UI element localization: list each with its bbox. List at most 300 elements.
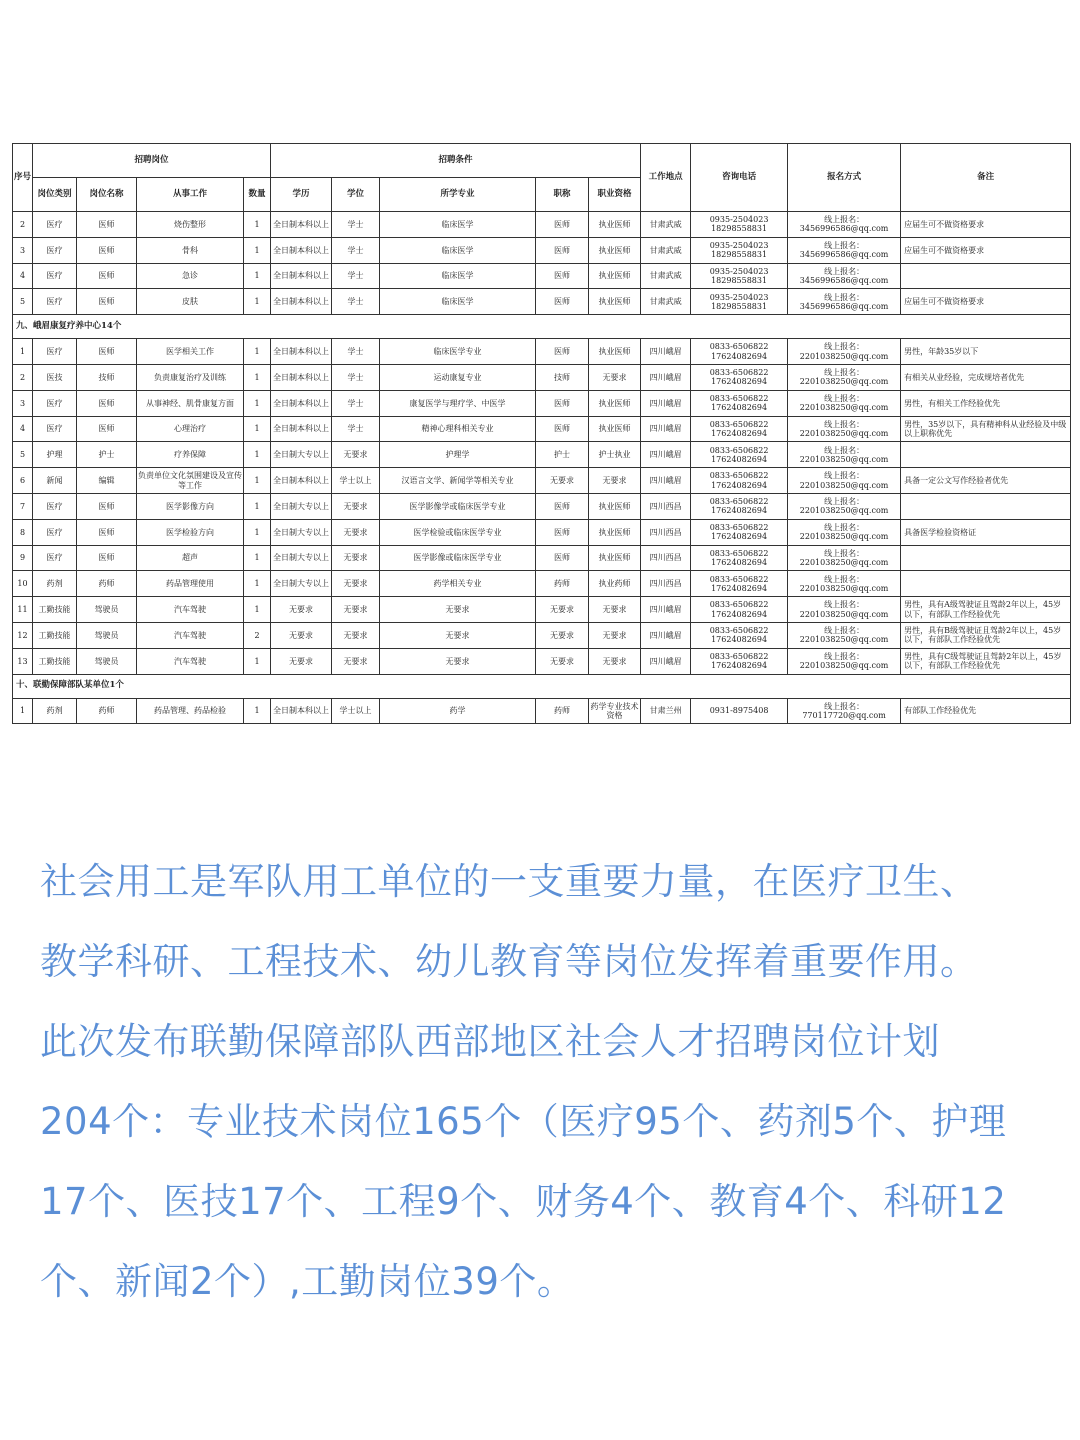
header-phone: 咨询电话 [691,144,788,212]
cell-phone [691,212,788,238]
apply-label: 线上报名： [824,522,865,532]
cell-count: 1 [244,263,271,289]
cell-qualification: 执业医师 [589,263,641,289]
cell-post-name: 医师 [77,519,137,545]
cell-title: 无要求 [536,648,589,674]
header-seq: 序号 [13,144,33,212]
cell-qualification: 无要求 [589,468,641,494]
phone-number: 0833-6506822 [709,522,769,532]
apply-label: 线上报名： [824,651,865,661]
phone-number: 18298558831 [711,224,768,234]
cell-count: 1 [244,698,271,724]
cell-apply [788,416,901,442]
table-row [13,571,1071,597]
cell-post-type: 药剂 [33,571,77,597]
table-header-row [13,144,1071,178]
article-line: 个、新闻2个）,工勤岗位39个。 [40,1260,575,1303]
cell-count: 1 [244,339,271,365]
cell-note: 应届生可不做资格要求 [901,212,1071,238]
cell-seq: 8 [13,519,33,545]
apply-email: 2201038250@qq.com [799,635,889,645]
cell-post-type: 药剂 [33,698,77,724]
apply-label: 线上报名： [824,445,865,455]
apply-email: 2201038250@qq.com [799,506,889,516]
cell-major: 临床医学 [380,263,536,289]
cell-qualification: 执业医师 [589,545,641,571]
table-row [13,416,1071,442]
cell-seq: 9 [13,545,33,571]
phone-number: 17624082694 [711,609,768,619]
cell-phone [691,698,788,724]
cell-location: 四川西昌 [641,571,691,597]
cell-title: 医师 [536,519,589,545]
phone-number: 0935-2504023 [709,241,769,250]
cell-title: 医师 [536,416,589,442]
cell-edu: 全日制本科以上 [271,289,332,315]
cell-title: 技师 [536,364,589,390]
phone-number: 0935-2504023 [709,266,769,276]
cell-post-name: 医师 [77,493,137,519]
cell-count: 2 [244,622,271,648]
cell-seq: 4 [13,416,33,442]
cell-post-type: 工勤技能 [33,648,77,674]
cell-degree: 学士 [332,237,380,263]
cell-work: 超声 [137,545,244,571]
cell-qualification: 无要求 [589,597,641,623]
cell-edu: 无要求 [271,597,332,623]
cell-post-name: 医师 [77,289,137,315]
phone-number: 0935-2504023 [709,292,769,302]
cell-seq: 12 [13,622,33,648]
phone-number: 17624082694 [711,403,768,413]
cell-location: 四川峨眉 [641,442,691,468]
cell-location: 甘肃武威 [641,237,691,263]
cell-location: 四川西昌 [641,493,691,519]
cell-seq: 10 [13,571,33,597]
phone-number: 18298558831 [711,275,768,285]
cell-apply [788,698,901,724]
cell-apply [788,442,901,468]
apply-email: 2201038250@qq.com [799,377,889,387]
header-post-type: 岗位类别 [33,178,77,212]
cell-major: 临床医学 [380,212,536,238]
article-paragraph [40,842,1050,1322]
cell-phone [691,237,788,263]
cell-phone [691,468,788,494]
cell-note: 应届生可不做资格要求 [901,289,1071,315]
cell-location: 四川峨眉 [641,468,691,494]
cell-work: 负责康复治疗及训练 [137,364,244,390]
cell-location: 四川峨眉 [641,622,691,648]
cell-apply [788,545,901,571]
cell-apply [788,364,901,390]
cell-qualification: 执业医师 [589,390,641,416]
apply-email: 3456996586@qq.com [799,275,889,285]
cell-seq: 3 [13,390,33,416]
apply-label: 线上报名： [824,368,865,378]
recruitment-table [12,143,1071,724]
apply-label: 线上报名： [824,497,865,507]
cell-degree: 无要求 [332,519,380,545]
cell-degree: 学士 [332,263,380,289]
cell-location: 甘肃武威 [641,263,691,289]
cell-work: 医学影像方向 [137,493,244,519]
cell-seq: 1 [13,339,33,365]
cell-count: 1 [244,364,271,390]
cell-title: 医师 [536,339,589,365]
cell-major: 医学检验或临床医学专业 [380,519,536,545]
cell-phone [691,622,788,648]
table-row [13,519,1071,545]
cell-degree: 学士以上 [332,468,380,494]
cell-qualification: 执业医师 [589,416,641,442]
cell-note: 男性，具有C级驾驶证且驾龄2年以上，45岁以下，有部队工作经验优先 [901,648,1071,674]
header-work: 从事工作 [137,178,244,212]
article-line: 204个：专业技术岗位165个（医疗95个、药剂5个、护理 [40,1100,1007,1143]
cell-count: 1 [244,545,271,571]
cell-degree: 学士 [332,364,380,390]
cell-phone [691,648,788,674]
header-apply: 报名方式 [788,144,901,212]
cell-title: 药师 [536,571,589,597]
cell-count: 1 [244,571,271,597]
phone-number: 0833-6506822 [709,626,769,636]
cell-degree: 无要求 [332,571,380,597]
table-row [13,339,1071,365]
cell-title: 护士 [536,442,589,468]
section-row [13,315,1071,339]
header-major: 所学专业 [380,178,536,212]
cell-major: 医学影像或临床医学专业 [380,545,536,571]
recruitment-table-image [12,143,1070,724]
cell-edu: 全日制大专以上 [271,442,332,468]
header-edu: 学历 [271,178,332,212]
cell-post-name: 医师 [77,212,137,238]
cell-count: 1 [244,237,271,263]
cell-count: 1 [244,493,271,519]
cell-seq: 4 [13,263,33,289]
cell-major: 临床医学 [380,237,536,263]
cell-post-type: 护理 [33,442,77,468]
apply-email: 2201038250@qq.com [799,351,889,361]
apply-email: 2201038250@qq.com [799,428,889,438]
cell-phone [691,493,788,519]
cell-major: 药学 [380,698,536,724]
cell-post-name: 驾驶员 [77,648,137,674]
apply-email: 770117720@qq.com [802,710,886,720]
cell-seq: 2 [13,212,33,238]
cell-work: 骨科 [137,237,244,263]
cell-work: 疗养保障 [137,442,244,468]
header-title: 职称 [536,178,589,212]
apply-email: 2201038250@qq.com [799,454,889,464]
cell-edu: 无要求 [271,648,332,674]
cell-note [901,493,1071,519]
cell-title: 医师 [536,390,589,416]
cell-location: 四川峨眉 [641,364,691,390]
cell-title: 无要求 [536,597,589,623]
cell-note [901,545,1071,571]
phone-number: 0931-8975408 [709,706,769,716]
cell-post-name: 驾驶员 [77,597,137,623]
cell-edu: 全日制本科以上 [271,416,332,442]
header-post-name: 岗位名称 [77,178,137,212]
cell-note: 男性，35岁以下，具有精神科从业经验及中级以上职称优先 [901,416,1071,442]
cell-post-name: 医师 [77,263,137,289]
cell-degree: 无要求 [332,597,380,623]
cell-apply [788,263,901,289]
cell-count: 1 [244,212,271,238]
cell-location: 四川峨眉 [641,390,691,416]
cell-count: 1 [244,390,271,416]
cell-qualification: 执业医师 [589,237,641,263]
cell-major: 药学相关专业 [380,571,536,597]
apply-email: 2201038250@qq.com [799,661,889,671]
cell-seq: 5 [13,442,33,468]
cell-title: 医师 [536,237,589,263]
header-recruit-post: 招聘岗位 [33,144,271,178]
cell-apply [788,493,901,519]
cell-edu: 全日制本科以上 [271,390,332,416]
apply-label: 线上报名： [824,292,865,302]
phone-number: 17624082694 [711,583,768,593]
cell-work: 医学相关工作 [137,339,244,365]
cell-degree: 学士 [332,339,380,365]
cell-apply [788,237,901,263]
cell-phone [691,519,788,545]
header-note: 备注 [901,144,1071,212]
cell-work: 药品管理、药品检验 [137,698,244,724]
cell-work: 负责单位文化氛围建设及宣传等工作 [137,468,244,494]
cell-degree: 学士 [332,289,380,315]
cell-post-type: 医疗 [33,493,77,519]
cell-seq: 11 [13,597,33,623]
cell-count: 1 [244,597,271,623]
cell-degree: 学士 [332,390,380,416]
cell-edu: 全日制本科以上 [271,364,332,390]
cell-post-name: 医师 [77,237,137,263]
cell-post-name: 驾驶员 [77,622,137,648]
apply-label: 线上报名： [824,471,865,481]
apply-email: 2201038250@qq.com [799,557,889,567]
table-row [13,442,1071,468]
cell-post-name: 药师 [77,571,137,597]
cell-apply [788,597,901,623]
apply-label: 线上报名： [824,574,865,584]
cell-note: 男性，具有A级驾驶证且驾龄2年以上，45岁以下，有部队工作经验优先 [901,597,1071,623]
phone-number: 0935-2504023 [709,215,769,225]
cell-post-name: 医师 [77,545,137,571]
cell-post-type: 医疗 [33,390,77,416]
cell-count: 1 [244,468,271,494]
cell-major: 护理学 [380,442,536,468]
section-title: 十、联勤保障部队某单位1个 [13,674,1071,698]
cell-post-type: 医疗 [33,339,77,365]
cell-qualification: 护士执业 [589,442,641,468]
cell-major: 汉语言文学、新闻学等相关专业 [380,468,536,494]
table-row [13,212,1071,238]
cell-apply [788,390,901,416]
section-row [13,674,1071,698]
cell-post-name: 药师 [77,698,137,724]
apply-label: 线上报名： [824,600,865,610]
apply-email: 2201038250@qq.com [799,403,889,413]
cell-note: 男性，具有B级驾驶证且驾龄2年以上，45岁以下，有部队工作经验优先 [901,622,1071,648]
table-row [13,364,1071,390]
phone-number: 17624082694 [711,661,768,671]
cell-apply [788,468,901,494]
cell-phone [691,390,788,416]
cell-title: 医师 [536,493,589,519]
article-line: 此次发布联勤保障部队西部地区社会人才招聘岗位计划 [40,1020,940,1063]
cell-major: 临床医学 [380,289,536,315]
cell-post-name: 编辑 [77,468,137,494]
phone-number: 0833-6506822 [709,368,769,378]
cell-edu: 全日制大专以上 [271,493,332,519]
cell-apply [788,622,901,648]
table-row [13,648,1071,674]
cell-qualification: 执业医师 [589,493,641,519]
cell-post-name: 技师 [77,364,137,390]
cell-seq: 2 [13,364,33,390]
cell-location: 四川峨眉 [641,339,691,365]
cell-location: 四川西昌 [641,545,691,571]
phone-number: 17624082694 [711,454,768,464]
phone-number: 17624082694 [711,557,768,567]
cell-qualification: 无要求 [589,622,641,648]
cell-post-name: 医师 [77,390,137,416]
cell-edu: 全日制本科以上 [271,263,332,289]
cell-post-type: 新闻 [33,468,77,494]
header-count: 数量 [244,178,271,212]
cell-post-type: 医疗 [33,212,77,238]
cell-note: 男性，有相关工作经验优先 [901,390,1071,416]
cell-qualification: 药学专业技术资格 [589,698,641,724]
table-row [13,468,1071,494]
cell-apply [788,519,901,545]
cell-degree: 无要求 [332,622,380,648]
cell-title: 医师 [536,212,589,238]
cell-apply [788,289,901,315]
cell-phone [691,364,788,390]
cell-seq: 6 [13,468,33,494]
cell-qualification: 执业医师 [589,339,641,365]
phone-number: 18298558831 [711,301,768,311]
cell-edu: 全日制大专以上 [271,571,332,597]
phone-number: 0833-6506822 [709,445,769,455]
phone-number: 17624082694 [711,351,768,361]
header-qualification: 职业资格 [589,178,641,212]
apply-email: 2201038250@qq.com [799,583,889,593]
table-row [13,698,1071,724]
cell-note: 具备一定公文写作经验者优先 [901,468,1071,494]
cell-work: 医学检验方向 [137,519,244,545]
phone-number: 17624082694 [711,635,768,645]
cell-degree: 无要求 [332,648,380,674]
cell-edu: 全日制本科以上 [271,237,332,263]
cell-apply [788,571,901,597]
cell-post-name: 医师 [77,416,137,442]
apply-label: 线上报名： [824,393,865,403]
cell-title: 医师 [536,545,589,571]
apply-label: 线上报名： [824,701,865,711]
cell-work: 药品管理使用 [137,571,244,597]
article-line: 17个、医技17个、工程9个、财务4个、教育4个、科研12 [40,1180,1007,1223]
cell-post-type: 工勤技能 [33,622,77,648]
cell-post-name: 护士 [77,442,137,468]
cell-work: 心理治疗 [137,416,244,442]
cell-work: 从事神经、肌骨康复方面 [137,390,244,416]
phone-number: 17624082694 [711,532,768,542]
cell-edu: 全日制本科以上 [271,212,332,238]
apply-email: 2201038250@qq.com [799,609,889,619]
cell-qualification: 执业医师 [589,289,641,315]
cell-location: 四川峨眉 [641,648,691,674]
cell-degree: 学士 [332,416,380,442]
cell-major: 临床医学专业 [380,339,536,365]
article-line: 教学科研、工程技术、幼儿教育等岗位发挥着重要作用。 [40,940,978,983]
apply-email: 2201038250@qq.com [799,480,889,490]
table-row [13,545,1071,571]
cell-seq: 3 [13,237,33,263]
phone-number: 0833-6506822 [709,651,769,661]
table-row [13,390,1071,416]
table-row [13,597,1071,623]
cell-seq: 13 [13,648,33,674]
cell-post-type: 医疗 [33,237,77,263]
table-row [13,289,1071,315]
phone-number: 0833-6506822 [709,419,769,429]
cell-count: 1 [244,289,271,315]
phone-number: 17624082694 [711,428,768,438]
cell-phone [691,289,788,315]
phone-number: 0833-6506822 [709,471,769,481]
cell-work: 汽车驾驶 [137,597,244,623]
cell-major: 无要求 [380,597,536,623]
phone-number: 17624082694 [711,377,768,387]
cell-post-type: 医疗 [33,416,77,442]
cell-work: 烧伤整形 [137,212,244,238]
cell-phone [691,416,788,442]
cell-phone [691,545,788,571]
apply-label: 线上报名： [824,548,865,558]
table-row [13,622,1071,648]
cell-degree: 无要求 [332,442,380,468]
cell-seq: 7 [13,493,33,519]
phone-number: 0833-6506822 [709,342,769,352]
phone-number: 17624082694 [711,506,768,516]
cell-seq: 5 [13,289,33,315]
cell-phone [691,263,788,289]
cell-degree: 无要求 [332,493,380,519]
cell-work: 急诊 [137,263,244,289]
cell-degree: 学士 [332,212,380,238]
cell-degree: 学士以上 [332,698,380,724]
cell-location: 四川峨眉 [641,597,691,623]
cell-qualification: 执业药师 [589,571,641,597]
cell-title: 药师 [536,698,589,724]
phone-number: 0833-6506822 [709,548,769,558]
cell-major: 运动康复专业 [380,364,536,390]
cell-note: 男性，年龄35岁以下 [901,339,1071,365]
cell-edu: 全日制本科以上 [271,698,332,724]
cell-major: 无要求 [380,648,536,674]
cell-post-type: 医疗 [33,519,77,545]
cell-title: 无要求 [536,622,589,648]
cell-phone [691,442,788,468]
cell-major: 医学影像学或临床医学专业 [380,493,536,519]
cell-note: 具备医学检验资格证 [901,519,1071,545]
